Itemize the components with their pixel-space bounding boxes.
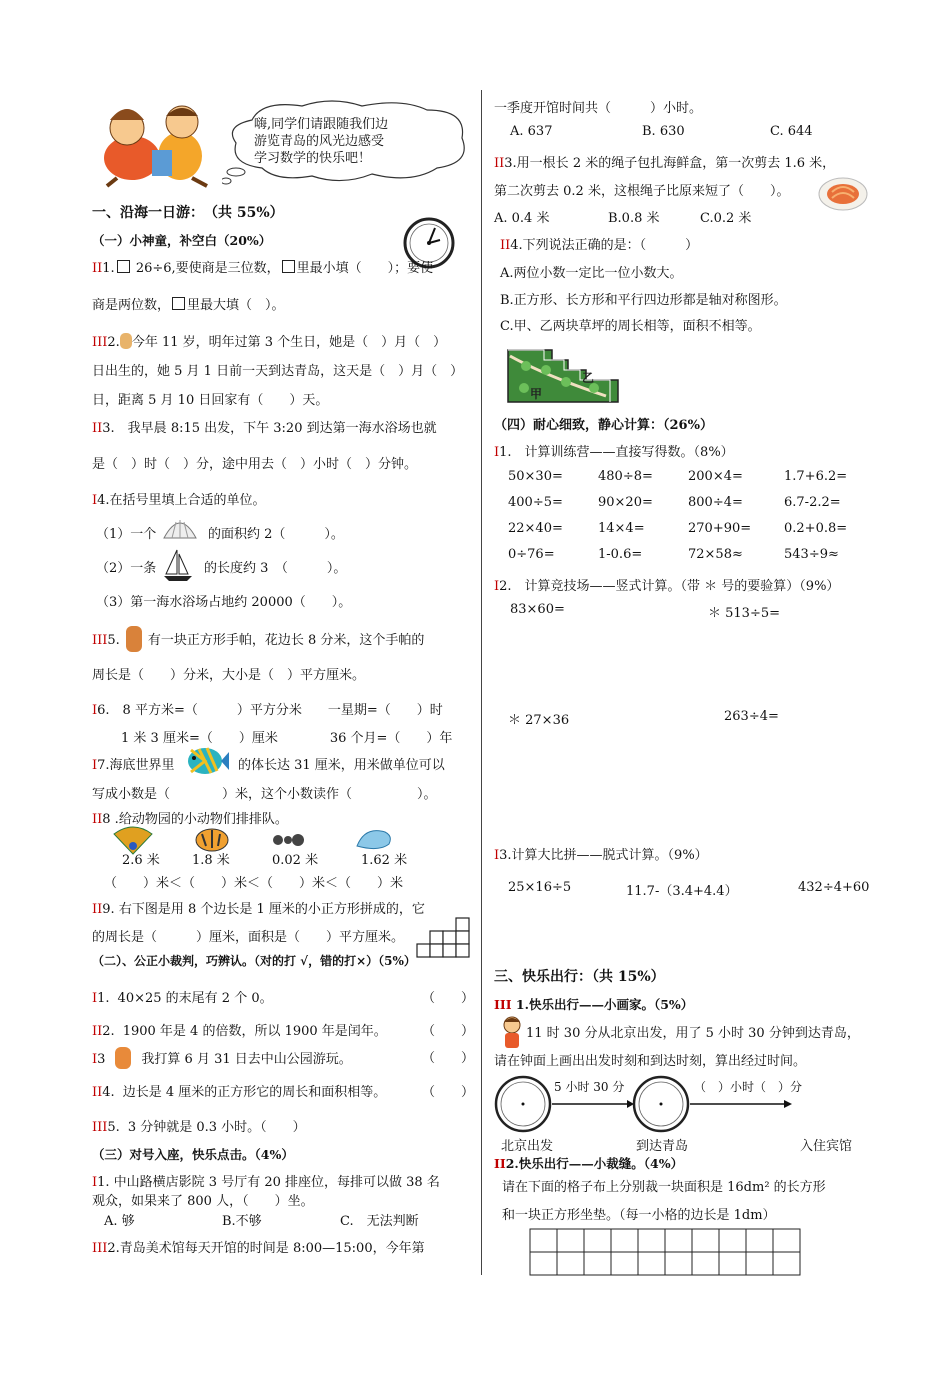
oral-calc-item: 90×20= (598, 495, 653, 510)
oral-calc-item: 1-0.6= (598, 547, 643, 562)
q4-item-1-text: 的面积约 2（ ）。 (208, 527, 344, 542)
vertical-calc-2: ＊ 513÷5= (708, 606, 781, 621)
j-number: 4. (102, 1085, 115, 1100)
animal-length-4: 1.62 米 (361, 853, 408, 868)
girl-icon (115, 1047, 131, 1069)
judgement-item (92, 1081, 386, 1100)
c3-option-a[interactable]: A. 0.4 米 (494, 211, 550, 226)
animal-length-3: 0.02 米 (272, 853, 319, 868)
travel-question-1 (494, 995, 693, 1013)
difficulty-tag: II (92, 902, 103, 917)
q1-text-2: 里最小填（ ）；要使 (296, 261, 434, 276)
vertical-calc-4: 263÷4= (724, 709, 779, 724)
fabric-cell (584, 1252, 611, 1275)
difficulty-tag: I (92, 1175, 98, 1190)
fill-question-7 (92, 754, 175, 773)
judgement-answer-blank[interactable]: （ ） (422, 1051, 475, 1066)
stepwise-calc-2: 11.7-（3.4+4.4） (626, 884, 738, 899)
timeline-duration-2: （ ）小时（ ）分 (694, 1080, 803, 1094)
oral-calc-item: 543÷9≈ (784, 547, 839, 562)
q4-item-2-text: 的长度约 3 （ ）。 (204, 561, 347, 576)
c4-text: 4.下列说法正确的是：（ ） (510, 238, 699, 253)
fabric-cell (557, 1229, 584, 1252)
choice-question-2 (92, 1237, 425, 1256)
fabric-cell (773, 1229, 800, 1252)
j-number: 3 (97, 1052, 106, 1067)
q1-text: 26÷6,要使商是三位数， (135, 261, 280, 276)
judgement-item (92, 1020, 387, 1039)
fabric-cell (557, 1252, 584, 1275)
t1-line1: 11 时 30 分从北京出发，用了 5 小时 30 分钟到达青岛， (526, 1026, 860, 1041)
q7-line2: 写成小数是（ ）米，这个小数读作（ ）。 (92, 787, 437, 802)
q1-text-4: 里最大填（ ）。 (187, 298, 285, 313)
c2-line2: 一季度开馆时间共（ ）小时。 (494, 101, 703, 116)
fill-question-4 (92, 489, 266, 508)
oral-calc-item: 22×40= (508, 521, 563, 536)
fill-question-6 (92, 699, 443, 718)
bubble-line-3: 学习数学的快乐吧！ (254, 151, 372, 166)
t2-line2: 和一块正方形坐垫。（每一小格的边长是 1dm） (502, 1208, 776, 1223)
clock-face-arrival-icon (634, 1077, 688, 1131)
shell-icon (162, 514, 198, 542)
c1-option-b[interactable]: B.不够 (222, 1214, 262, 1229)
j-text: 3 分钟就是 0.3 小时。（ ） (127, 1120, 306, 1135)
oral-calc-item: 480÷8= (598, 469, 653, 484)
difficulty-tag: I (494, 445, 500, 460)
difficulty-tag: II (494, 156, 505, 171)
bubble-line-2: 游览青岛的风光边感受 (254, 134, 385, 149)
fabric-cell (530, 1229, 557, 1252)
travel-question-2 (494, 1154, 683, 1172)
c4-option-c[interactable]: C.甲、乙两块草坪的周长相等，面积不相等。 (500, 319, 761, 334)
label-hotel-checkin: 入住宾馆 (800, 1139, 853, 1154)
fabric-cell (638, 1229, 665, 1252)
oral-calc-item: 0.2+0.8= (784, 521, 848, 536)
q7-text: 7.海底世界里 (97, 758, 175, 773)
difficulty-tag: III (92, 633, 108, 648)
oral-calc-item: 1.7+6.2= (784, 469, 848, 484)
oral-calc-item: 72×58≈ (688, 547, 743, 562)
c2-option-b[interactable]: B. 630 (642, 124, 685, 139)
c3-line2: 第二次剪去 0.2 米，这根绳子比原来短了（ ）。 (494, 184, 790, 199)
oral-calc-item: 270+90= (688, 521, 752, 536)
q2-text: 今年 11 岁，明年过第 3 个生日，她是（ ）月（ ） (131, 335, 447, 350)
subsection-3-title: （三）对号入座，快乐点击。（4%） (92, 1147, 294, 1162)
c1-option-a[interactable]: A. 够 (104, 1214, 135, 1229)
sailboat-icon (162, 548, 194, 582)
difficulty-tag: II (494, 1156, 506, 1171)
q-number: 5. (107, 633, 120, 648)
fabric-cell (719, 1229, 746, 1252)
fabric-cell (665, 1252, 692, 1275)
c1-line2: 观众，如果来了 800 人，（ ）坐。 (92, 1194, 314, 1209)
oral-calc-item: 200×4= (688, 469, 743, 484)
fabric-cell (530, 1252, 557, 1275)
vertical-calc-1: 83×60= (510, 602, 565, 617)
difficulty-tag: I (92, 758, 98, 773)
section-3-title: 三、快乐出行：（共 15%） (494, 969, 665, 985)
difficulty-tag: I (92, 1052, 98, 1067)
difficulty-tag: II (92, 1085, 103, 1100)
j-number: 1. (97, 991, 110, 1006)
difficulty-tag: I (92, 703, 98, 718)
j-text: 40×25 的末尾有 2 个 0。 (117, 991, 273, 1006)
calc-part-2 (494, 575, 839, 594)
fabric-cell (746, 1252, 773, 1275)
blank-box[interactable] (172, 297, 185, 310)
girl-icon (126, 626, 142, 652)
bubble-line-1: 嗨,同学们请跟随我们边 (254, 117, 389, 132)
t1-line2: 请在钟面上画出出发时刻和到达时刻，算出经过时间。 (494, 1054, 807, 1069)
q3-line2: 是（ ）时（ ）分，途中用去（ ）小时（ ）分钟。 (92, 457, 418, 472)
difficulty-tag: III (92, 1241, 108, 1256)
bubble-text (254, 116, 388, 167)
timeline-duration-1: 5 小时 30 分 (554, 1080, 625, 1094)
j-number: 2. (102, 1024, 115, 1039)
q5-line2: 周长是（ ）分米，大小是（ ）平方厘米。 (92, 668, 366, 683)
boy-icon (500, 1016, 524, 1050)
q6-line2: 1 米 3 厘米=（ ）厘米 36 个月=（ ）年 (121, 731, 453, 746)
calc-part-1 (494, 441, 734, 460)
j-number: 5. (107, 1120, 120, 1135)
kids-illustration (92, 98, 222, 188)
fill-question-5 (92, 626, 424, 652)
fill-question-1-line2 (92, 294, 285, 313)
subsection-4-title: （四）耐心细致，静心计算：（26%） (494, 418, 713, 433)
judgement-item (92, 1116, 306, 1135)
q3-text: 3. 我早晨 8:15 出发，下午 3:20 到达第一海水浴场也就 (102, 421, 437, 436)
q2-line2: 日出生的，她 5 月 1 日前一天到达青岛，这天是（ ）月（ ） (92, 364, 464, 379)
label-qingdao-arrival: 到达青岛 (636, 1139, 689, 1154)
fabric-cell (584, 1229, 611, 1252)
c3-option-b[interactable]: B.0.8 米 (608, 211, 660, 226)
fill-question-9 (92, 898, 425, 917)
c3-text: 3.用一根长 2 米的绳子包扎海鲜盒，第一次剪去 1.6 米， (504, 156, 836, 171)
subsection-2-title: （二）、公正小裁判，巧辨认。（对的打 √，错的打×）（5%） (92, 954, 416, 968)
difficulty-tag: I (494, 848, 500, 863)
fabric-grid[interactable] (529, 1228, 801, 1276)
c2-option-c[interactable]: C. 644 (770, 124, 813, 139)
difficulty-tag: III (92, 335, 108, 350)
p2-title: 2. 计算竞技场——竖式计算。（带 ＊ 号的要验算）（9%） (499, 579, 840, 594)
q4-item-3: （3）第一海水浴场占地约 20000（ ）。 (96, 595, 352, 610)
clock-face-departure-icon (496, 1077, 550, 1131)
q7-text-2: 的体长达 31 厘米，用米做单位可以 (238, 758, 445, 773)
fabric-cell (692, 1229, 719, 1252)
vertical-calc-3: ＊ 27×36 (508, 713, 570, 728)
difficulty-tag: III (494, 997, 512, 1012)
c2-option-a[interactable]: A. 637 (510, 124, 553, 139)
c3-option-c[interactable]: C.0.2 米 (700, 211, 752, 226)
c2-text: 2.青岛美术馆每天开馆的时间是 8:00—15:00，今年第 (107, 1241, 425, 1256)
judgement-item (92, 987, 273, 1006)
fabric-cell (746, 1229, 773, 1252)
q8-text: 8 .给动物园的小动物们排排队。 (102, 812, 288, 827)
fabric-cell (719, 1252, 746, 1275)
fill-question-1 (92, 257, 433, 276)
blank-box[interactable] (282, 260, 295, 273)
fabric-cell (692, 1252, 719, 1275)
animal-length-1: 2.6 米 (122, 853, 160, 868)
difficulty-tag: II (92, 261, 103, 276)
shrimp-plate-icon (818, 176, 868, 212)
difficulty-tag: II (92, 1024, 103, 1039)
girl-icon (120, 333, 132, 349)
difficulty-tag: I (92, 991, 98, 1006)
lawn-label-yi: 乙 (582, 371, 595, 385)
blank-box[interactable] (117, 260, 130, 273)
judgement-answer-blank[interactable]: （ ） (422, 1085, 475, 1100)
q-number: 1. (102, 261, 115, 276)
column-divider (481, 90, 482, 1275)
p1-title: 1. 计算训练营——直接写得数。（8%） (499, 445, 734, 460)
q-number: 2. (107, 335, 120, 350)
section-1-title: 一、沿海一日游： （共 55%） (92, 205, 284, 221)
q5-text: 有一块正方形手帕，花边长 8 分米，这个手帕的 (147, 633, 425, 648)
t2-line1: 请在下面的格子布上分别裁一块面积是 16dm² 的长方形 (502, 1180, 826, 1195)
lawn-label-jia: 甲 (530, 387, 543, 401)
q2-line3: 日，距离 5 月 10 日回家有（ ）天。 (92, 393, 329, 408)
oral-calc-item: 50×30= (508, 469, 563, 484)
c4-option-b[interactable]: B.正方形、长方形和平行四边形都是轴对称图形。 (500, 293, 787, 308)
difficulty-tag: II (500, 238, 511, 253)
difficulty-tag: II (92, 812, 103, 827)
fabric-cell (611, 1229, 638, 1252)
t1-title: 1.快乐出行——小画家。（5%） (511, 997, 694, 1012)
j-text: 边长是 4 厘米的正方形它的周长和面积相等。 (122, 1085, 387, 1100)
q1-text-3: 商是两位数， (92, 298, 171, 313)
fabric-cell (665, 1229, 692, 1252)
label-beijing-departure: 北京出发 (501, 1139, 554, 1154)
q6-text: 6. 8 平方米=（ ）平方分米 一星期=（ ）时 (97, 703, 443, 718)
fish-icon (185, 744, 229, 778)
difficulty-tag: I (494, 579, 500, 594)
j-text: 1900 年是 4 的倍数，所以 1900 年是闰年。 (122, 1024, 387, 1039)
oral-calc-item: 800÷4= (688, 495, 743, 510)
choice-question-3 (494, 152, 835, 171)
t2-title: 2.快乐出行——小裁缝。（4%） (505, 1156, 684, 1171)
q4-text: 4.在括号里填上合适的单位。 (97, 493, 266, 508)
stepwise-calc-3: 432÷4+60 (798, 880, 870, 895)
q9-text: 9. 右下图是用 8 个边长是 1 厘米的小正方形拼成的，它 (102, 902, 425, 917)
squares-figure (416, 917, 472, 961)
stepwise-calc-1: 25×16÷5 (508, 880, 572, 895)
fabric-cell (638, 1252, 665, 1275)
difficulty-tag: III (92, 1120, 108, 1135)
q4-item-1-label: （1）一个 (96, 527, 157, 542)
fill-question-8 (92, 808, 288, 827)
q9-line2: 的周长是（ ）厘米，面积是（ ）平方厘米。 (92, 930, 405, 945)
fill-question-2 (92, 331, 446, 350)
j-text: 我打算 6 月 31 日去中山公园游玩。 (141, 1052, 352, 1067)
fabric-cell (773, 1252, 800, 1275)
oral-calc-item: 14×4= (598, 521, 645, 536)
oral-calc-item: 6.7-2.2= (784, 495, 841, 510)
oral-calc-item: 400÷5= (508, 495, 563, 510)
c1-option-c[interactable]: C. 无法判断 (340, 1214, 419, 1229)
animal-length-2: 1.8 米 (192, 853, 230, 868)
judgement-item (92, 1047, 352, 1069)
difficulty-tag: I (92, 493, 98, 508)
choice-question-4 (500, 234, 698, 253)
c4-option-a[interactable]: A.两位小数一定比一位小数大。 (500, 266, 683, 281)
q8-order-blanks: （ ）米＜（ ）米＜（ ）米＜（ ）米 (104, 876, 404, 891)
p3-title: 3.计算大比拼——脱式计算。（9%） (499, 848, 708, 863)
calc-part-3 (494, 844, 708, 863)
fabric-cell (611, 1252, 638, 1275)
c1-text: 1. 中山路横店影院 3 号厅有 20 排座位，每排可以做 38 名 (97, 1175, 440, 1190)
difficulty-tag: II (92, 421, 103, 436)
lawn-figure (506, 346, 620, 404)
fill-question-3 (92, 417, 437, 436)
q4-item-2-label: （2）一条 (96, 561, 157, 576)
subsection-1-title: （一）小神童，补空白（20%） (92, 233, 272, 248)
judgement-answer-blank[interactable]: （ ） (422, 991, 475, 1006)
judgement-answer-blank[interactable]: （ ） (422, 1024, 475, 1039)
oral-calc-item: 0÷76= (508, 547, 555, 562)
choice-question-1 (92, 1171, 440, 1190)
